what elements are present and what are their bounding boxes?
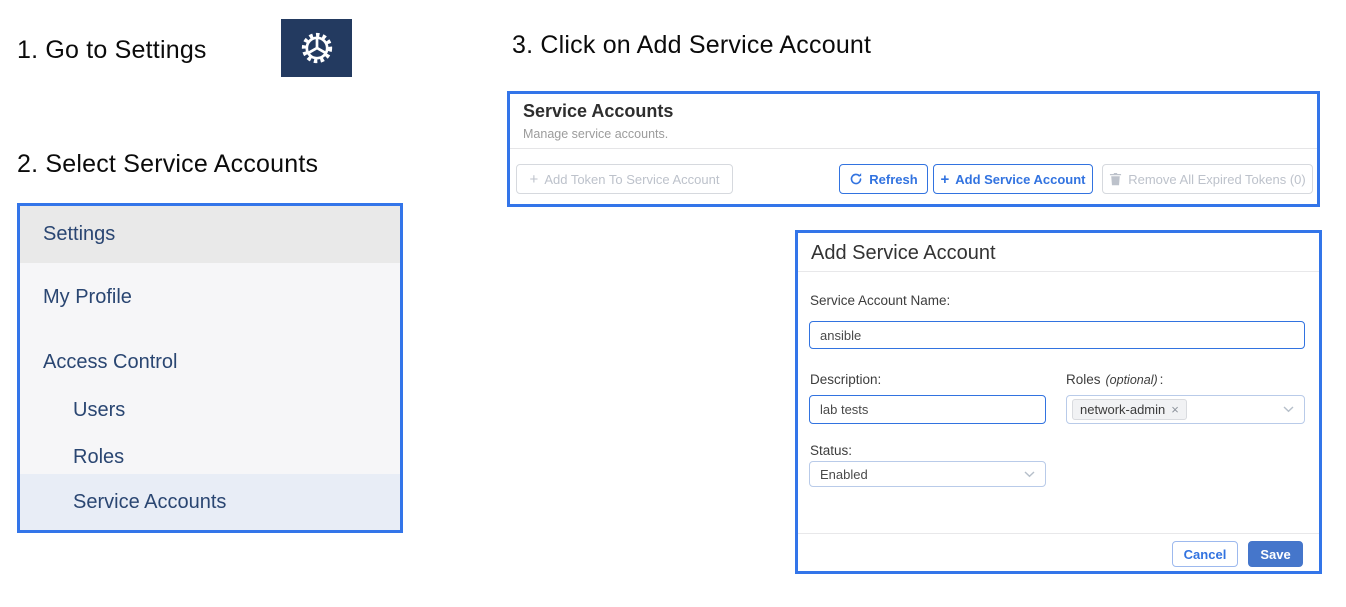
roles-label-text: Roles [1066,372,1101,387]
description-input[interactable] [809,395,1046,424]
roles-label-colon: : [1159,372,1164,387]
refresh-button[interactable] [839,164,928,194]
button-label: Remove All Expired Tokens (0) [1128,171,1306,187]
sidebar-item-label: Settings [43,223,116,245]
plus-icon: + [940,170,950,188]
sidebar-item-roles[interactable]: Roles [73,446,125,468]
button-label: Add Token To Service Account [544,171,720,187]
step-1-heading: 1. Go to Settings [17,36,207,64]
divider [510,148,1317,149]
sidebar-item-label: Service Accounts [73,490,227,513]
sidebar-item-users[interactable]: Users [73,399,126,421]
refresh-icon [849,172,863,186]
step-3-heading: 3. Click on Add Service Account [512,31,872,59]
add-service-account-dialog [795,230,1322,574]
roles-label [1066,372,1163,387]
remove-expired-tokens-button[interactable] [1102,164,1313,194]
role-tag [1072,399,1187,420]
select-value: Enabled [820,466,868,482]
dialog-title: Add Service Account [811,242,996,264]
sidebar-item-service-accounts[interactable] [20,474,400,530]
service-accounts-panel [507,91,1320,207]
trash-icon [1109,172,1122,186]
tag-label: network-admin [1080,402,1166,417]
sidebar-item-access-control[interactable]: Access Control [43,351,178,373]
sidebar-item-my-profile[interactable]: My Profile [43,286,132,308]
gear-icon [299,30,335,66]
status-label: Status: [810,443,853,458]
description-label: Description: [810,372,882,387]
panel-subtitle: Manage service accounts. [523,127,669,141]
roles-optional-text: (optional) [1105,373,1158,387]
sidebar-item-settings[interactable] [20,206,400,263]
plus-icon: + [529,170,539,188]
add-service-account-button[interactable] [933,164,1093,194]
input-value: lab tests [820,402,869,417]
input-value: ansible [820,327,862,343]
cancel-button[interactable]: Cancel [1172,541,1238,567]
service-account-name-label: Service Account Name: [810,293,951,308]
chevron-down-icon [1024,471,1035,478]
divider [798,533,1319,534]
step-2-heading: 2. Select Service Accounts [17,150,319,178]
service-account-name-input[interactable] [809,321,1305,349]
settings-sidebar [17,203,403,533]
roles-select[interactable] [1066,395,1305,424]
remove-tag-icon[interactable]: × [1171,402,1179,417]
settings-gear-button[interactable] [281,19,352,77]
panel-title: Service Accounts [523,101,674,121]
add-token-to-service-account-button[interactable] [516,164,733,194]
chevron-down-icon [1283,406,1294,413]
divider [798,271,1319,272]
button-label: Refresh [869,171,918,187]
status-select[interactable] [809,461,1046,487]
button-label: Add Service Account [955,171,1086,187]
save-button[interactable]: Save [1248,541,1303,567]
